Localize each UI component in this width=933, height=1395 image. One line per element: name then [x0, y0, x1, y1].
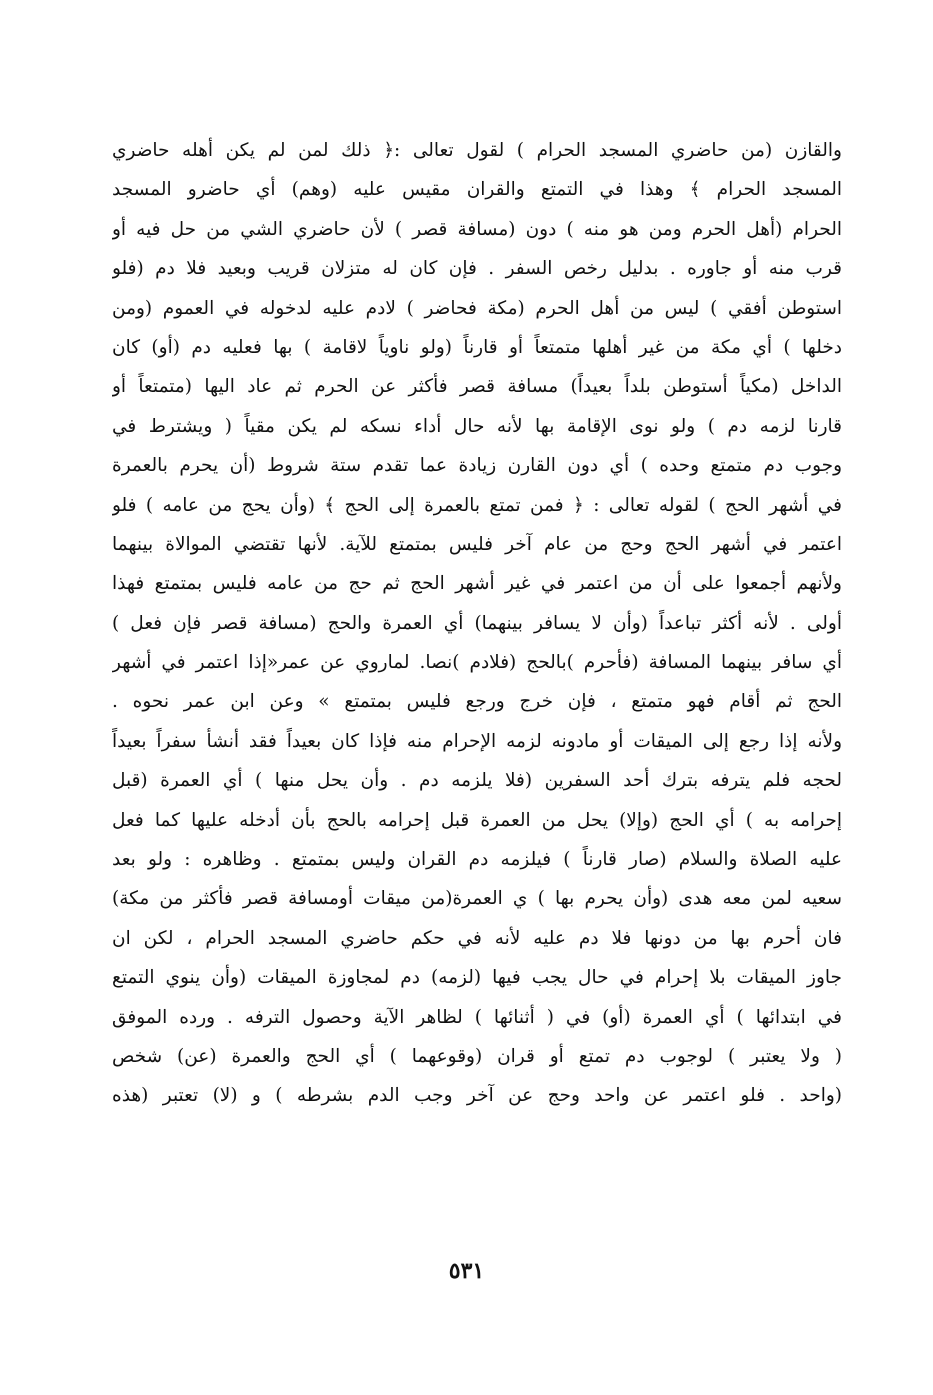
text-line: دخلها ) أي مكة من غير أهلها متمتعاً أو قارناً (ولو ناوياً لاقامة ) بها فعليه دم (أو) كان — [112, 336, 842, 358]
text-line: قارنا لزمه دم ) ولو نوى الإقامة بها لأنه حال أداء نسكه لم يكن مقياً ( ويشترط في — [112, 415, 842, 437]
text-line: الحرام (أهل الحرم ومن هو منه ) دون (مسافة قصر ) لأن حاضري الشي من حل فيه أو — [112, 218, 842, 240]
page-number: ٥٣١ — [448, 1258, 485, 1284]
text-line: عليه الصلاة والسلام (صار قارناً ) فيلزمه دم القران وليس بمتمتع . وظاهره : ولو بعد — [112, 849, 842, 871]
text-line: أي سافر بينهما المسافة (فأحرم )بالحج (فلادم )نصا. لماروي عن عمر«إذا اعتمر في أشهر — [112, 652, 842, 674]
text-line: سعيه لمن معه هدى (وأن يحرم بها ) ي العمرة(من ميقات أومسافة قصر فأكثر من مكة) — [112, 888, 842, 910]
text-line: ولأنهم أجمعوا على أن من اعتمر في غير أشهر الحج ثم حج من عامه فليس بمتمتع فهذا — [112, 573, 842, 595]
text-line: جاوز الميقات بلا إحرام في حال يجب فيها (لزمه) دم لمجاوزة الميقات (وأن ينوي التمتع — [112, 967, 842, 989]
text-line: المسجد الحرام ﴾ وهذا في التمتع والقران مقيس عليه (وهم) أي حاضرو المسجد — [112, 179, 842, 201]
text-line: قرب منه أو جاوره . بدليل رخص السفر . فإن كان له متزلان قريب وبعيد فلا دم (فلو — [112, 258, 842, 280]
text-line: اعتمر في أشهر الحج وحج من عام آخر فليس بمتمتع للآية. لأنها تقتضي الموالاة بينهما — [112, 533, 842, 555]
text-line: أولى . لأنه أكثر تباعداً (وأن لا يسافر بينهما) أي العمرة والحج (مسافة قصر فإن فعل ) — [112, 612, 842, 634]
text-line: الحج ثم أقام فهو متمتع ، فإن خرج ورجع فليس بمتمتع » وعن ابن عمر نحوه . — [112, 691, 842, 713]
text-line: لحجه فلم يترفه بترك أحد السفرين (فلا يلزمه دم . وأن يحل منها ) أي العمرة (قبل — [112, 770, 842, 792]
text-line: فان أحرم بها من دونها فلا دم عليه لأنه في حكم حاضري المسجد الحرام ، لكن ان — [112, 927, 842, 949]
text-line: استوطن أفقي ) ليس من أهل الحرم (مكة فحاضر ) لادم عليه لدخوله في العموم (ومن — [112, 297, 842, 319]
text-line: في أشهر الحج ) لقوله تعالى : ﴿ فمن تمتع بالعمرة إلى الحج ﴾ (وأن يحج من عامه ) فلو — [112, 494, 842, 516]
text-line: وجوب دم متمتع وحده ) أي دون القارن زيادة عما تقدم ستة شروط (أن يحرم بالعمرة — [112, 455, 842, 477]
text-line: الداخل (مكياً أستوطن بلداً بعيداً) مسافة قصر فأكثر عن الحرم ثم عاد اليها (متمتعاً أو — [112, 376, 842, 398]
text-line: في ابتدائها ) أي العمرة (أو) في ( أثنائها ) لظاهر الآية وحصول الترفه . ورده الموفق — [112, 1006, 842, 1028]
text-line: (واحد . فلو اعتمر عن واحد وحج عن آخر وجب الدم بشرطه ) و (لا) تعتبر (هذه — [112, 1085, 842, 1107]
text-line: والقازن (من حاضري المسجد الحرام ) لقول تعالى :﴿ ذلك لمن لم يكن أهله حاضري — [112, 140, 842, 161]
text-line: ولأنه إذا رجع إلى الميقات أو مادونه لزمه الإحرام منه فإذا كان بعيداً فقد أنشأ سفراً بعيداً — [112, 730, 842, 752]
text-line: إحرامه به ) أي الحج (وإلا) يحل من العمرة قبل إحرامه بالحج بأن أدخله عليها كما فعل — [112, 809, 842, 831]
body-text — [112, 131, 842, 1116]
text-line: ( ولا يعتبر ) لوجوب دم تمتع أو قران (وقوعهما ) أي الحج والعمرة (عن) شخص — [112, 1045, 842, 1067]
